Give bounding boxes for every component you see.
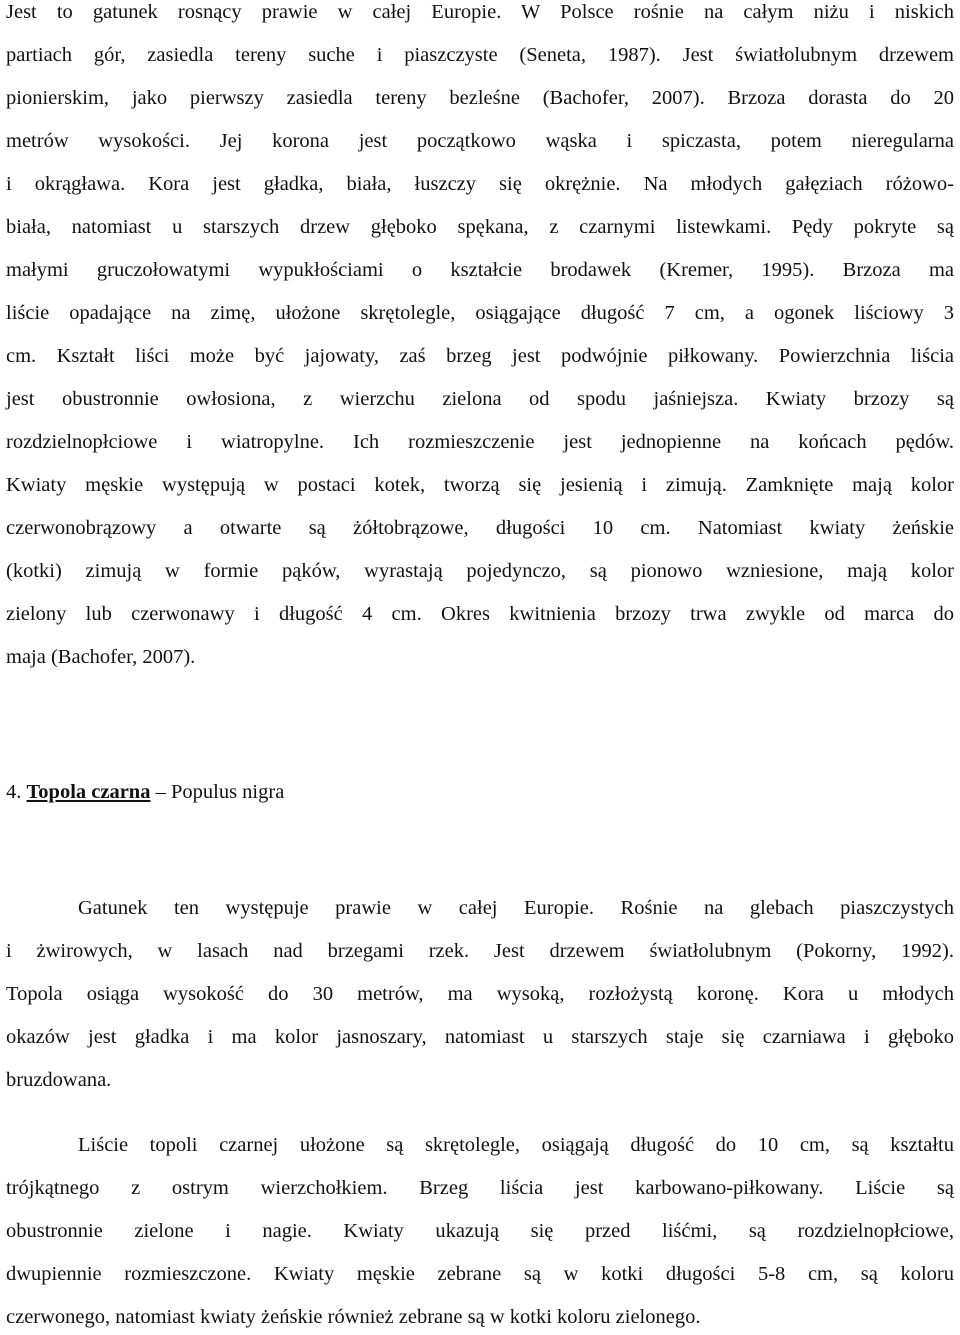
paragraph-1-line: zielony lub czerwonawy i długość 4 cm. Okres kwitnienia brzozy trwa zwykle od marca do — [6, 603, 954, 625]
section-heading — [6, 780, 954, 804]
paragraph-1-line: i okrągława. Kora jest gładka, biała, łuszczy się okrężnie. Na młodych gałęziach różowo- — [6, 173, 954, 195]
paragraph-1-line: liście opadające na zimę, ułożone skrętolegle, osiągające długość 7 cm, a ogonek liściowy 3 — [6, 302, 954, 324]
paragraph-1-line: czerwonobrązowy a otwarte są żółtobrązowe, długości 10 cm. Natomiast kwiaty żeńskie — [6, 517, 954, 539]
paragraph-3-line: dwupiennie rozmieszczone. Kwiaty męskie zebrane są w kotki długości 5-8 cm, są koloru — [6, 1263, 954, 1285]
paragraph-1-line: pionierskim, jako pierwszy zasiedla tereny bezleśne (Bachofer, 2007). Brzoza dorasta do 20 — [6, 87, 954, 109]
paragraph-2-line: bruzdowana. — [6, 1069, 112, 1091]
paragraph-1-line: (kotki) zimują w formie pąków, wyrastają pojedynczo, są pionowo wzniesione, mają kolor — [6, 560, 954, 582]
paragraph-2-line: okazów jest gładka i ma kolor jasnoszary, natomiast u starszych staje się czarniawa i głęboko — [6, 1026, 954, 1048]
paragraph-1-line: cm. Kształt liści może być jajowaty, zaś brzeg jest podwójnie piłkowany. Powierzchnia liścia — [6, 345, 954, 367]
paragraph-1-line: Jest to gatunek rosnący prawie w całej Europie. W Polsce rośnie na całym niżu i niskich — [6, 1, 954, 23]
paragraph-1-line: małymi gruczołowatymi wypukłościami o kształcie brodawek (Kremer, 1995). Brzoza ma — [6, 259, 954, 281]
section-dash: – — [150, 781, 171, 803]
paragraph-3-line: Liście topoli czarnej ułożone są skrętolegle, osiągają długość do 10 cm, są kształtu — [78, 1134, 954, 1156]
paragraph-1-line: jest obustronnie owłosiona, z wierzchu zielona od spodu jaśniejsza. Kwiaty brzozy są — [6, 388, 954, 410]
section-title: Topola czarna — [26, 781, 151, 803]
paragraph-1-line: partiach gór, zasiedla tereny suche i piaszczyste (Seneta, 1987). Jest światłolubnym drzewem — [6, 44, 954, 66]
paragraph-2-line: Topola osiąga wysokość do 30 metrów, ma wysoką, rozłożystą koronę. Kora u młodych — [6, 983, 954, 1005]
paragraph-1-line: rozdzielnopłciowe i wiatropylne. Ich rozmieszczenie jest jednopienne na końcach pędów. — [6, 431, 954, 453]
paragraph-3-line: trójkątnego z ostrym wierzchołkiem. Brzeg liścia jest karbowano-piłkowany. Liście są — [6, 1177, 954, 1199]
section-latin-name: Populus nigra — [170, 781, 285, 803]
paragraph-2-line: i żwirowych, w lasach nad brzegami rzek. Jest drzewem światłolubnym (Pokorny, 1992). — [6, 940, 954, 962]
paragraph-1-line: metrów wysokości. Jej korona jest początkowo wąska i spiczasta, potem nieregularna — [6, 130, 954, 152]
paragraph-2-line: Gatunek ten występuje prawie w całej Europie. Rośnie na glebach piaszczystych — [78, 897, 954, 919]
paragraph-1-line: biała, natomiast u starszych drzew głęboko spękana, z czarnymi listewkami. Pędy pokryte są — [6, 216, 954, 238]
paragraph-1-line: maja (Bachofer, 2007). — [6, 646, 196, 668]
paragraph-3-line: obustronnie zielone i nagie. Kwiaty ukazują się przed liśćmi, są rozdzielnopłciowe, — [6, 1220, 954, 1242]
paragraph-3-line: czerwonego, natomiast kwiaty żeńskie również zebrane są w kotki koloru zielonego. — [6, 1306, 701, 1328]
section-number: 4. — [6, 781, 22, 803]
paragraph-1-line: Kwiaty męskie występują w postaci kotek, tworzą się jesienią i zimują. Zamknięte mają kolor — [6, 474, 954, 496]
